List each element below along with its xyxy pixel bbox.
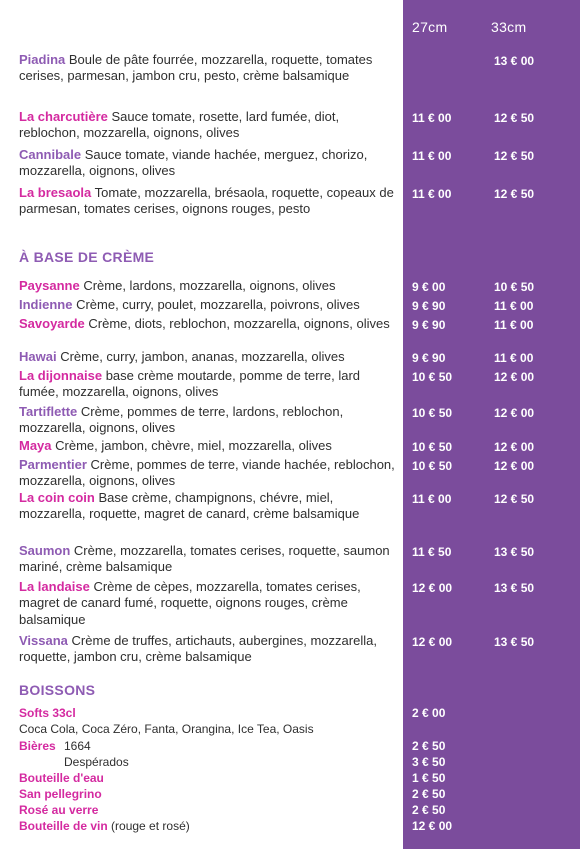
price-27: 9 € 90 <box>412 318 446 332</box>
price-27: 10 € 50 <box>412 406 453 420</box>
softs-label <box>19 705 76 721</box>
section-title-creme: À BASE DE CRÈME <box>19 249 155 265</box>
item-desc: Crème, curry, jambon, ananas, mozzarella, olives <box>60 349 345 364</box>
biere-1664: 1664 <box>64 739 91 753</box>
item-desc: Crème, pommes de terre, viande hachée, reblochon, mozzarella, oignons, olives <box>19 457 395 489</box>
price-27: 9 € 90 <box>412 351 446 365</box>
price-27: 12 € 00 <box>412 581 453 595</box>
menu-item-hawai <box>19 349 399 365</box>
item-desc: Base crème, champignons, chévre, miel, mozzarella, roquette, magret de canard, crème balsamique <box>19 490 360 522</box>
price-27: 10 € 50 <box>412 370 453 384</box>
bieres-name: Bières <box>19 739 56 753</box>
price-27: 11 € 00 <box>412 187 452 201</box>
bieres-label <box>19 738 56 754</box>
item-name: Saumon <box>19 543 71 558</box>
menu-item-paysanne <box>19 278 399 294</box>
item-name: La charcutière <box>19 109 108 124</box>
menu-item-coin-coin <box>19 490 399 523</box>
item-name: Hawai <box>19 349 57 364</box>
pellegrino-label <box>19 786 102 802</box>
menu-item-saumon <box>19 543 399 576</box>
menu-item-cannibale <box>19 147 399 180</box>
price-33: 11 € 00 <box>494 299 534 313</box>
price-27: 12 € 00 <box>412 635 453 649</box>
price-27: 9 € 90 <box>412 299 446 313</box>
price-33: 10 € 50 <box>494 280 535 294</box>
menu-item-tartiflette <box>19 404 399 437</box>
item-desc: Crème, jambon, chèvre, miel, mozzarella, olives <box>55 438 332 453</box>
menu-item-bresaola <box>19 185 399 218</box>
item-desc: Sauce tomate, rosette, lard fumée, diot, reblochon, mozzarella, oignons, olives <box>19 109 340 141</box>
rose-name: Rosé au verre <box>19 803 99 817</box>
item-desc: base crème moutarde, pomme de terre, lard fumée, mozzarella, oignons, olives <box>19 368 361 400</box>
softs-price: 2 € 00 <box>412 706 446 720</box>
vin-name: Bouteille de vin <box>19 819 108 833</box>
item-name: Vissana <box>19 633 68 648</box>
item-desc: Crème de cèpes, mozzarella, tomates cerises, magret de canard fumé, roquette, oignons rouges, crème balsamique <box>19 579 361 627</box>
softs-list: Coca Cola, Coca Zéro, Fanta, Orangina, Ice Tea, Oasis <box>19 722 314 736</box>
item-desc: Boule de pâte fourrée, mozzarella, roquette, tomates cerises, parmesan, jambon cru, pesto, crème balsamique <box>19 52 373 84</box>
section-title-boissons: BOISSONS <box>19 682 96 698</box>
vin-label <box>19 818 190 834</box>
biere-1664-price: 2 € 50 <box>412 739 446 753</box>
menu-item-parmentier <box>19 457 399 490</box>
menu-item-dijonnaise <box>19 368 399 401</box>
price-33: 12 € 50 <box>494 492 535 506</box>
price-27: 10 € 50 <box>412 459 453 473</box>
item-name: Savoyarde <box>19 316 85 331</box>
item-name: Cannibale <box>19 147 82 162</box>
rose-price: 2 € 50 <box>412 803 446 817</box>
vin-sub: (rouge et rosé) <box>111 819 190 833</box>
price-27: 11 € 00 <box>412 111 452 125</box>
rose-label <box>19 802 98 818</box>
menu-item-indienne <box>19 297 399 313</box>
price-33: 13 € 50 <box>494 581 535 595</box>
item-name: Paysanne <box>19 278 80 293</box>
item-name: La coin coin <box>19 490 95 505</box>
price-27: 11 € 00 <box>412 492 452 506</box>
item-name: La dijonnaise <box>19 368 103 383</box>
eau-price: 1 € 50 <box>412 771 446 785</box>
menu-item-landaise <box>19 579 399 628</box>
item-desc: Crème, curry, poulet, mozzarella, poivrons, olives <box>76 297 360 312</box>
price-33: 12 € 00 <box>494 440 535 454</box>
item-desc: Crème, pommes de terre, lardons, reblochon, mozzarella, oignons, olives <box>19 404 344 436</box>
price-27: 11 € 50 <box>412 545 452 559</box>
item-name: Maya <box>19 438 52 453</box>
pellegrino-name: San pellegrino <box>19 787 102 801</box>
item-desc: Crème de truffes, artichauts, aubergines, mozzarella, roquette, jambon cru, crème balsamique <box>19 633 377 665</box>
price-27: 11 € 00 <box>412 149 452 163</box>
price-33: 13 € 00 <box>494 54 535 68</box>
price-33: 12 € 50 <box>494 111 535 125</box>
eau-name: Bouteille d'eau <box>19 771 104 785</box>
price-33: 12 € 00 <box>494 370 535 384</box>
item-name: La bresaola <box>19 185 92 200</box>
size-33-header: 33cm <box>491 19 527 35</box>
price-27: 10 € 50 <box>412 440 453 454</box>
price-27: 9 € 00 <box>412 280 446 294</box>
item-name: Parmentier <box>19 457 87 472</box>
price-33: 11 € 00 <box>494 318 534 332</box>
price-33: 12 € 50 <box>494 149 535 163</box>
pellegrino-price: 2 € 50 <box>412 787 446 801</box>
size-27-header: 27cm <box>412 19 448 35</box>
price-33: 13 € 50 <box>494 635 535 649</box>
item-name: La landaise <box>19 579 90 594</box>
item-desc: Crème, mozzarella, tomates cerises, roquette, saumon mariné, crème balsamique <box>19 543 390 575</box>
price-33: 12 € 50 <box>494 187 535 201</box>
item-name: Indienne <box>19 297 73 312</box>
item-desc: Tomate, mozzarella, brésaola, roquette, copeaux de parmesan, tomates cerises, oignons rouges, pesto <box>19 185 394 217</box>
menu-item-maya <box>19 438 399 454</box>
item-name: Piadina <box>19 52 66 67</box>
price-33: 12 € 00 <box>494 459 535 473</box>
item-desc: Crème, lardons, mozzarella, oignons, olives <box>83 278 336 293</box>
softs-name: Softs 33cl <box>19 706 76 720</box>
price-33: 11 € 00 <box>494 351 534 365</box>
item-name: Tartiflette <box>19 404 78 419</box>
item-desc: Sauce tomate, viande hachée, merguez, chorizo, mozzarella, oignons, olives <box>19 147 368 179</box>
eau-label <box>19 770 104 786</box>
menu-item-piadina <box>19 52 399 85</box>
menu-item-charcutiere <box>19 109 399 142</box>
biere-desperados: Despérados <box>64 755 129 769</box>
item-desc: Crème, diots, reblochon, mozzarella, oignons, olives <box>88 316 390 331</box>
price-33: 12 € 00 <box>494 406 535 420</box>
menu-item-vissana <box>19 633 399 666</box>
price-column-band <box>403 0 580 849</box>
menu-item-savoyarde <box>19 316 399 332</box>
biere-desperados-price: 3 € 50 <box>412 755 446 769</box>
vin-price: 12 € 00 <box>412 819 453 833</box>
price-33: 13 € 50 <box>494 545 535 559</box>
